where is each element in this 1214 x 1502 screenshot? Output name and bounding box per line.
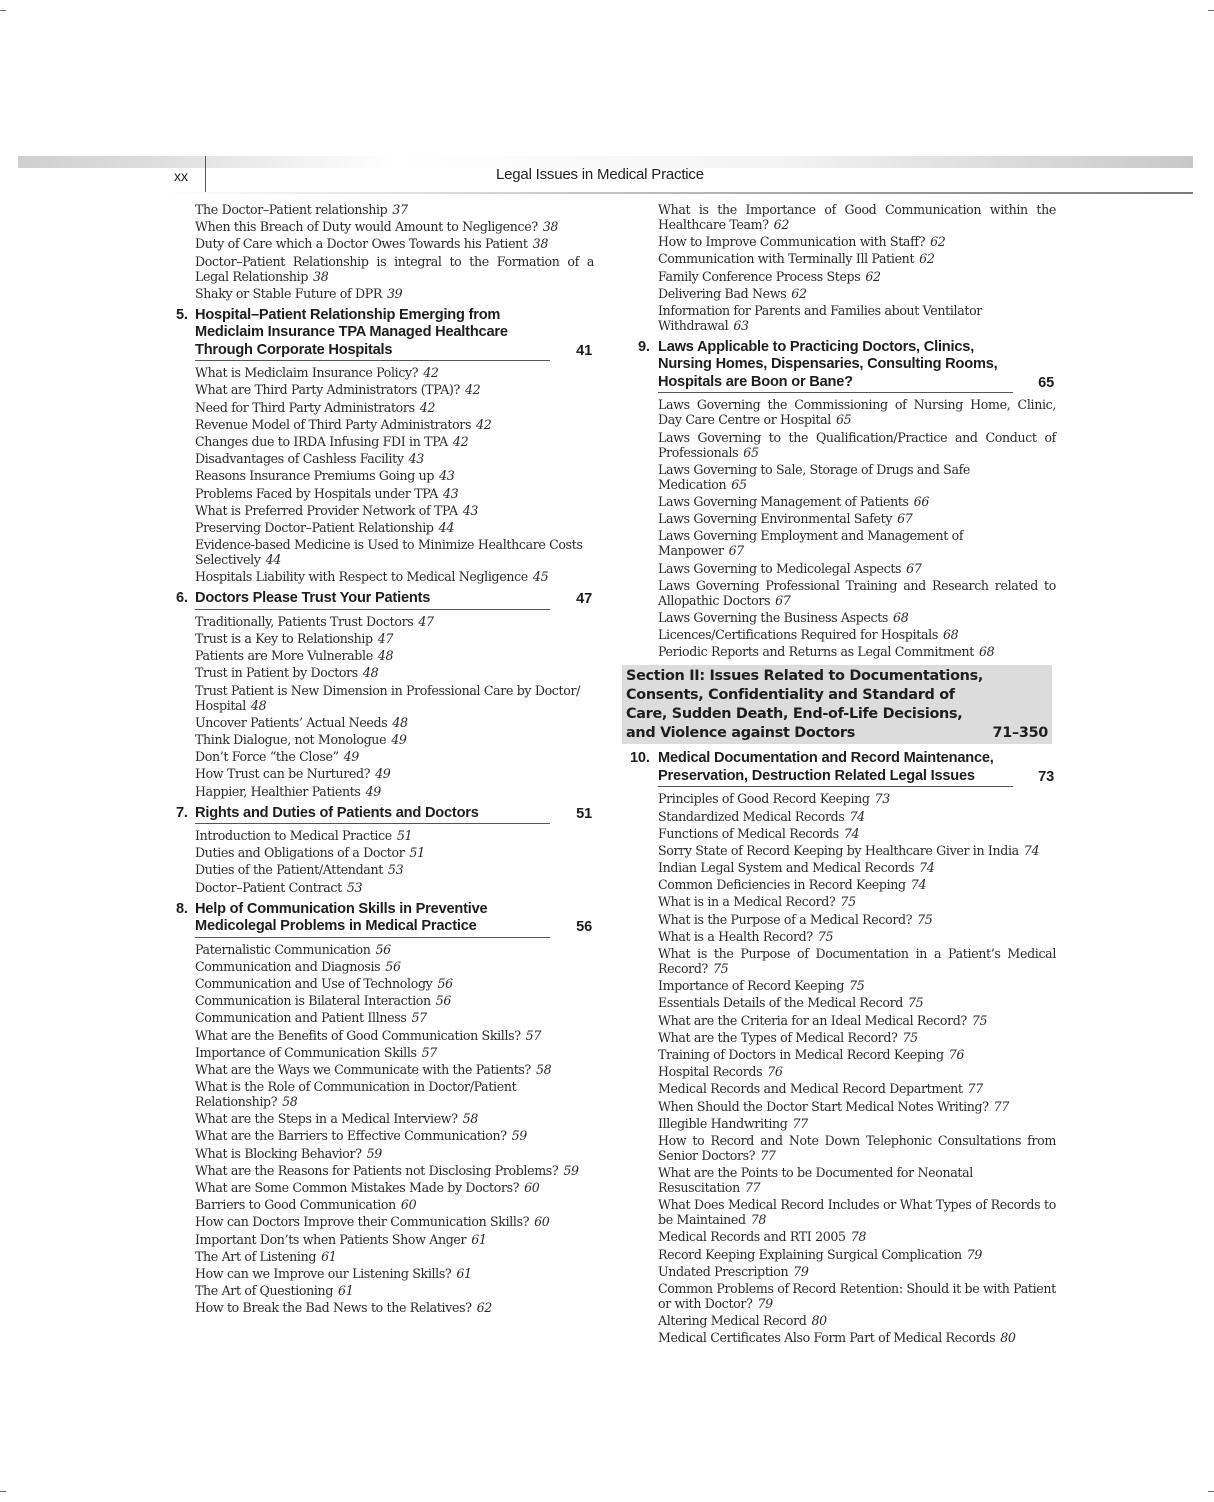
toc-entry[interactable]: Illegible Handwriting 77 <box>658 1115 808 1131</box>
toc-entry[interactable]: The Art of Listening 61 <box>195 1248 337 1264</box>
toc-entry[interactable]: Laws Governing the Business Aspects 68 <box>658 609 909 625</box>
toc-entry[interactable]: Traditionally, Patients Trust Doctors 47 <box>195 613 434 629</box>
toc-entry[interactable]: Communication with Terminally Ill Patient 62 <box>658 251 935 267</box>
toc-entry[interactable]: The Art of Questioning 61 <box>195 1283 354 1299</box>
toc-entry[interactable]: Common Problems of Record Retention: Should it be with Patient or with Doctor? 79 <box>658 1281 1056 1311</box>
toc-entry[interactable]: Training of Doctors in Medical Record Keeping 76 <box>658 1046 965 1062</box>
toc-entry[interactable]: What are the Points to be Documented for Neonatal Resuscitation 77 <box>658 1165 973 1196</box>
toc-entry[interactable]: Doctor–Patient Contract 53 <box>195 879 363 895</box>
toc-entry[interactable]: Essentials Details of the Medical Record 75 <box>658 995 924 1011</box>
toc-entry[interactable]: Indian Legal System and Medical Records 74 <box>658 860 935 876</box>
toc-entry[interactable]: What are the Reasons for Patients not Disclosing Problems? 59 <box>195 1162 579 1178</box>
running-title: Legal Issues in Medical Practice <box>496 166 704 183</box>
chapter-heading-8[interactable]: 8. Help of Communication Skills in Preventive Medicolegal Problems in Medical Practice 56 <box>174 901 594 938</box>
toc-entry[interactable]: Laws Governing the Commissioning of Nursing Home, Clinic, Day Care Centre or Hospital 65 <box>658 397 1056 428</box>
toc-entry[interactable]: What are the Benefits of Good Communication Skills? 57 <box>195 1027 541 1043</box>
chapter-page: 56 <box>576 919 592 936</box>
toc-entry[interactable]: What are the Barriers to Effective Communication? 59 <box>195 1128 527 1144</box>
chapter-heading-9[interactable]: 9. Laws Applicable to Practicing Doctors, Clinics, Nursing Homes, Dispensaries, Consulting Rooms, Hospitals are Boon or Bane? 65 <box>624 339 1056 394</box>
toc-entry[interactable]: Changes due to IRDA Infusing FDI in TPA 42 <box>195 434 469 449</box>
toc-entry[interactable]: Medical Certificates Also Form Part of Medical Records 80 <box>658 1330 1016 1346</box>
toc-entry[interactable]: What are the Types of Medical Record? 75 <box>658 1029 918 1045</box>
toc-entry[interactable]: When this Breach of Duty would Amount to Negligence? 38 <box>195 219 559 235</box>
toc-entry[interactable]: Laws Governing Environmental Safety 67 <box>658 511 913 527</box>
toc-entry[interactable]: Periodic Reports and Returns as Legal Commitment 68 <box>658 644 995 660</box>
toc-entry[interactable]: Problems Faced by Hospitals under TPA 43 <box>195 485 459 501</box>
toc-entry[interactable]: Laws Governing to the Qualification/Practice and Conduct of Professionals 65 <box>658 429 1056 460</box>
toc-entry[interactable]: Shaky or Stable Future of DPR 39 <box>195 285 403 301</box>
chapter-title: Laws Applicable to Practicing Doctors, Clinics, Nursing Homes, Dispensaries, Consulting Rooms, Hospitals are Boon or Bane? <box>658 339 1013 394</box>
toc-entry[interactable]: Duties and Obligations of a Doctor 51 <box>195 845 425 861</box>
toc-entry[interactable]: What is the Importance of Good Communication within the Healthcare Team? 62 <box>658 202 1056 232</box>
toc-entry[interactable]: What is in a Medical Record? 75 <box>658 894 856 910</box>
toc-entry[interactable]: What is a Health Record? 75 <box>658 928 834 944</box>
toc-entry[interactable]: How Trust can be Nurtured? 49 <box>195 766 391 782</box>
chapter-title: Rights and Duties of Patients and Doctors <box>195 805 550 825</box>
toc-entry[interactable]: What are the Criteria for an Ideal Medical Record? 75 <box>658 1012 988 1028</box>
toc-entry[interactable]: Undated Prescription 79 <box>658 1263 809 1279</box>
chapter-heading-10[interactable]: 10. Medical Documentation and Record Maintenance, Preservation, Destruction Related Legal Issues 73 <box>624 750 1056 787</box>
toc-entry[interactable]: Communication and Diagnosis 56 <box>195 958 401 974</box>
toc-entry[interactable]: Communication and Use of Technology 56 <box>195 975 453 991</box>
toc-entry[interactable]: Disadvantages of Cashless Facility 43 <box>195 451 424 467</box>
toc-entry[interactable]: Laws Governing Management of Patients 66 <box>658 494 929 509</box>
toc-entry[interactable]: What are the Ways we Communicate with the Patients? 58 <box>195 1061 552 1077</box>
toc-entry[interactable]: What are the Steps in a Medical Interview? 58 <box>195 1111 478 1127</box>
toc-entry[interactable]: How can we Improve our Listening Skills? 61 <box>195 1265 472 1281</box>
toc-entry[interactable]: Trust in Patient by Doctors 48 <box>195 665 379 681</box>
toc-entry[interactable]: When Should the Doctor Start Medical Notes Writing? 77 <box>658 1098 1009 1114</box>
chapter-title: Medical Documentation and Record Maintenance, Preservation, Destruction Related Legal Issues <box>658 750 1013 787</box>
toc-entry[interactable]: Paternalistic Communication 56 <box>195 941 391 957</box>
toc-entry[interactable]: Altering Medical Record 80 <box>658 1313 827 1329</box>
toc-entry[interactable]: How can Doctors Improve their Communication Skills? 60 <box>195 1214 550 1230</box>
toc-entry[interactable]: What are Some Common Mistakes Made by Doctors? 60 <box>195 1180 540 1195</box>
toc-entry[interactable]: Think Dialogue, not Monologue 49 <box>195 731 407 747</box>
toc-entry[interactable]: Medical Records and RTI 2005 78 <box>658 1229 867 1245</box>
toc-entry[interactable]: Laws Governing Professional Training and Research related to Allopathic Doctors 67 <box>658 577 1056 608</box>
toc-entry[interactable]: Communication is Bilateral Interaction 56 <box>195 993 452 1009</box>
toc-entry[interactable]: Evidence-based Medicine is Used to Minimize Healthcare Costs Selectively 44 <box>195 537 583 568</box>
section-ii-heading[interactable]: Section II: Issues Related to Documentations, Consents, Confidentiality and Standard of Care, Sudden Death, End-of-Life Decisions, and Violence against Doctors 71–350 <box>622 665 1052 744</box>
toc-entry[interactable]: Functions of Medical Records 74 <box>658 825 860 841</box>
page-number: xx <box>174 168 188 184</box>
crop-mark-top-right <box>1208 10 1214 11</box>
toc-entry[interactable]: Medical Records and Medical Record Department 77 <box>658 1081 983 1097</box>
chapter-page: 41 <box>576 342 592 359</box>
toc-entry[interactable]: Uncover Patients’ Actual Needs 48 <box>195 714 408 730</box>
crop-mark-top-left <box>0 10 6 11</box>
toc-entry[interactable]: Don’t Force “the Close” 49 <box>195 749 359 765</box>
chapter-page: 47 <box>576 591 592 608</box>
chapter-page: 51 <box>576 805 592 822</box>
toc-entry[interactable]: Revenue Model of Third Party Administrators 42 <box>195 416 492 432</box>
toc-entry[interactable]: Licences/Certifications Required for Hospitals 68 <box>658 627 959 643</box>
toc-entry[interactable]: Barriers to Good Communication 60 <box>195 1197 417 1213</box>
header-divider <box>205 156 206 194</box>
toc-entry[interactable]: Laws Governing to Medicolegal Aspects 67 <box>658 560 922 576</box>
chapter-heading-7[interactable]: 7. Rights and Duties of Patients and Doctors 51 <box>174 805 594 825</box>
toc-entry[interactable]: Hospital Records 76 <box>658 1064 783 1080</box>
toc-entry[interactable]: What Does Medical Record Includes or What Types of Records to be Maintained 78 <box>658 1197 1056 1228</box>
header-rule <box>160 192 1193 194</box>
toc-entry[interactable]: Importance of Communication Skills 57 <box>195 1044 437 1060</box>
toc-entry[interactable]: Laws Governing Employment and Management of Manpower 67 <box>658 528 964 559</box>
crop-mark-bottom-left <box>0 1491 6 1492</box>
toc-entry[interactable]: Standardized Medical Records 74 <box>658 808 865 824</box>
toc-entry[interactable]: Duty of Care which a Doctor Owes Towards his Patient 38 <box>195 236 548 252</box>
toc-entry[interactable]: Reasons Insurance Premiums Going up 43 <box>195 468 455 484</box>
toc-entry[interactable]: Principles of Good Record Keeping 73 <box>658 791 890 807</box>
toc-entry[interactable]: Patients are More Vulnerable 48 <box>195 648 394 664</box>
chapter-heading-6[interactable]: 6. Doctors Please Trust Your Patients 47 <box>174 590 594 610</box>
toc-entry[interactable]: How to Improve Communication with Staff? 62 <box>658 234 946 250</box>
chapter-page: 65 <box>1038 374 1054 391</box>
toc-entry[interactable]: Important Don’ts when Patients Show Anger 61 <box>195 1231 487 1247</box>
toc-entry[interactable]: Preserving Doctor–Patient Relationship 44 <box>195 519 454 535</box>
toc-entry[interactable]: Information for Parents and Families about Ventilator Withdrawal 63 <box>658 302 982 333</box>
toc-entry[interactable]: Family Conference Process Steps 62 <box>658 268 881 284</box>
toc-left-column <box>174 202 594 1318</box>
toc-entry[interactable]: The Doctor–Patient relationship 37 <box>195 202 408 217</box>
chapter-title: Help of Communication Skills in Preventive Medicolegal Problems in Medical Practice <box>195 901 550 938</box>
toc-entry[interactable]: Importance of Record Keeping 75 <box>658 978 865 994</box>
toc-entry[interactable]: What are Third Party Administrators (TPA)? 42 <box>195 382 481 398</box>
toc-entry[interactable]: Happier, Healthier Patients 49 <box>195 783 381 799</box>
toc-entry[interactable]: Common Deficiencies in Record Keeping 74 <box>658 877 927 893</box>
toc-entry[interactable]: Laws Governing to Sale, Storage of Drugs and Safe Medication 65 <box>658 461 971 492</box>
toc-entry[interactable]: Delivering Bad News 62 <box>658 285 807 301</box>
toc-entry[interactable]: Doctor–Patient Relationship is integral to the Formation of a Legal Relationship 38 <box>195 253 594 284</box>
toc-entry[interactable]: What is Preferred Provider Network of TPA 43 <box>195 502 479 518</box>
toc-entry[interactable]: Duties of the Patient/Attendant 53 <box>195 862 404 878</box>
toc-entry[interactable]: Record Keeping Explaining Surgical Complication 79 <box>658 1246 983 1262</box>
intro-entry-list <box>174 202 594 301</box>
toc-entry[interactable]: Communication and Patient Illness 57 <box>195 1010 427 1026</box>
toc-entry[interactable]: Introduction to Medical Practice 51 <box>195 828 413 843</box>
toc-entry[interactable]: How to Record and Note Down Telephonic Consultations from Senior Doctors? 77 <box>658 1132 1056 1163</box>
toc-entry[interactable]: Hospitals Liability with Respect to Medical Negligence 45 <box>195 569 549 585</box>
chapter-title: Doctors Please Trust Your Patients <box>195 590 550 610</box>
chapter-page: 73 <box>1038 768 1054 785</box>
toc-entry[interactable]: What is the Purpose of Documentation in a Patient’s Medical Record? 75 <box>658 946 1056 976</box>
chapter-heading-5[interactable]: 5. Hospital–Patient Relationship Emerging from Mediclaim Insurance TPA Managed Healthcare Through Corporate Hospitals 41 <box>174 307 594 362</box>
toc-entry[interactable]: Trust Patient is New Dimension in Professional Care by Doctor/ Hospital 48 <box>195 682 581 713</box>
toc-entry[interactable]: What is Blocking Behavior? 59 <box>195 1145 382 1161</box>
toc-entry[interactable]: Sorry State of Record Keeping by Healthcare Giver in India 74 <box>658 842 1040 858</box>
section-page-range: 71–350 <box>992 725 1048 742</box>
crop-mark-bottom-right <box>1208 1491 1214 1492</box>
toc-entry[interactable]: What is the Purpose of a Medical Record? 75 <box>658 911 933 927</box>
toc-entry[interactable]: What is the Role of Communication in Doctor/Patient Relationship? 58 <box>195 1079 517 1110</box>
toc-right-column <box>624 202 1056 1348</box>
chapter-title: Hospital–Patient Relationship Emerging from Mediclaim Insurance TPA Managed Healthcare Through Corporate Hospitals <box>195 307 550 362</box>
toc-entry[interactable]: Need for Third Party Administrators 42 <box>195 399 436 415</box>
toc-entry[interactable]: How to Break the Bad News to the Relatives? 62 <box>195 1300 492 1316</box>
toc-entry[interactable]: What is Mediclaim Insurance Policy? 42 <box>195 365 439 381</box>
toc-entry[interactable]: Trust is a Key to Relationship 47 <box>195 631 394 646</box>
